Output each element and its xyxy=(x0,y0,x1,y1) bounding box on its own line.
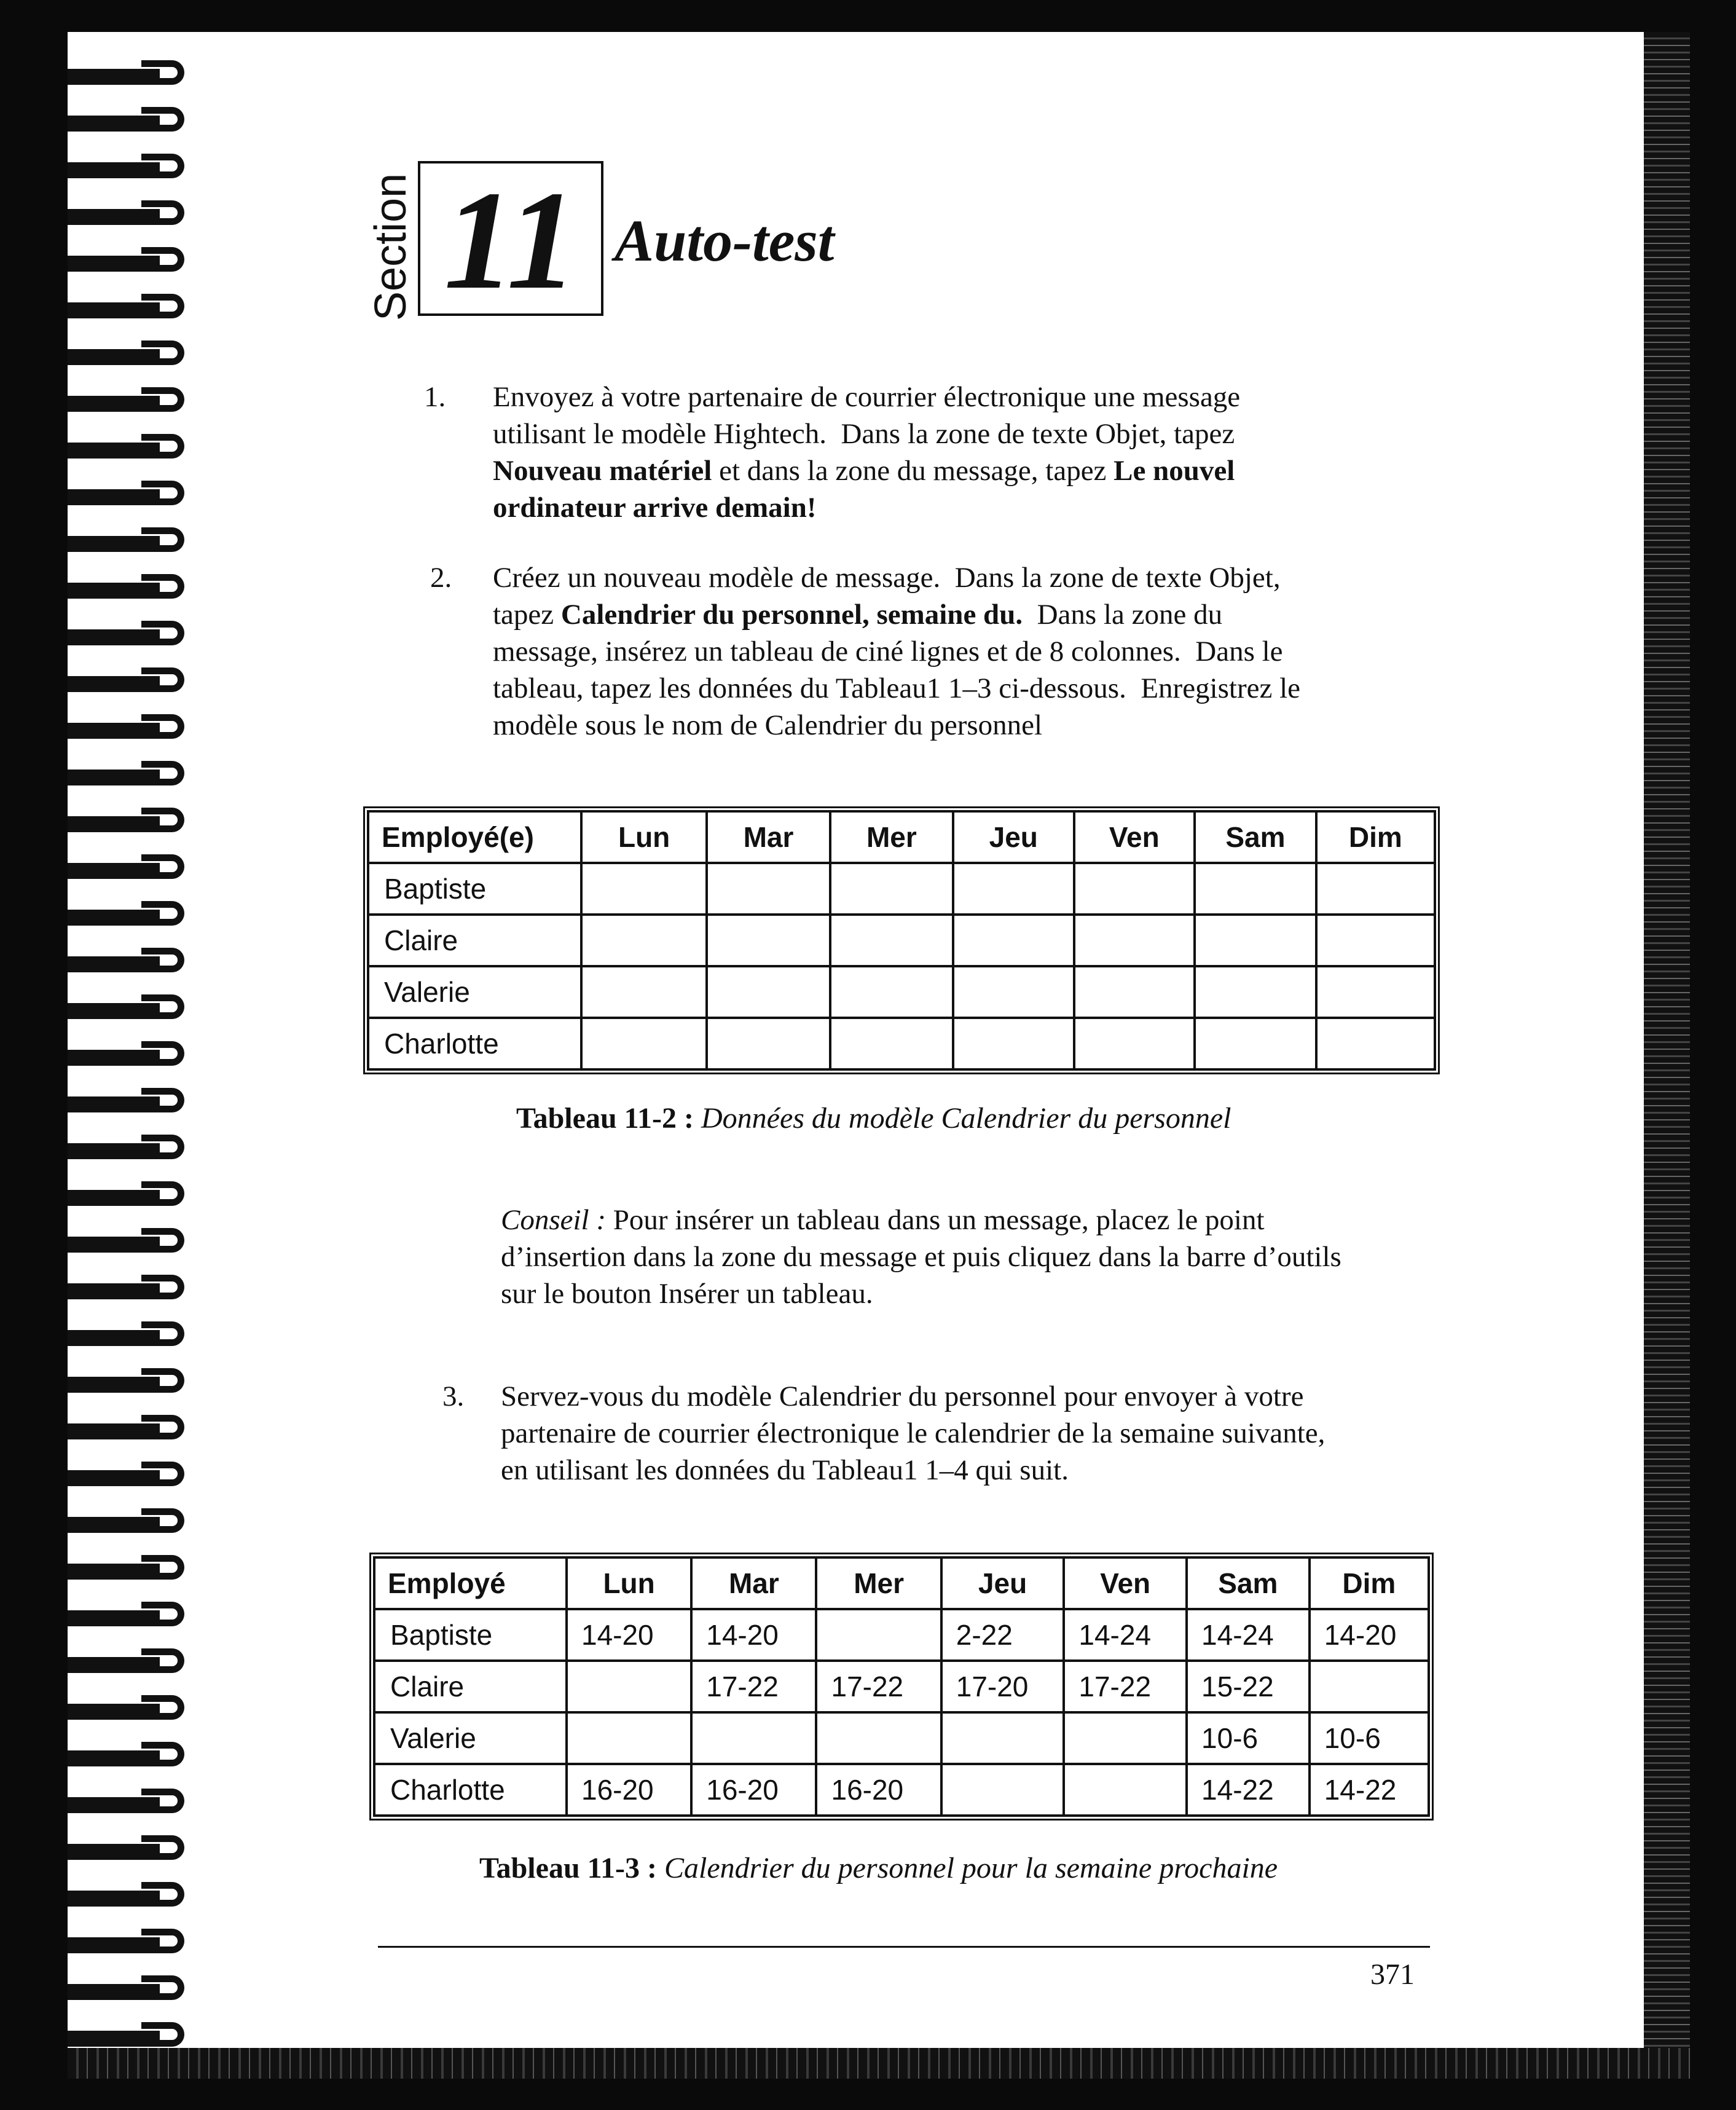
schedule-cell xyxy=(707,966,830,1018)
schedule-cell xyxy=(1064,1764,1187,1816)
column-header: Employé(e) xyxy=(368,811,581,863)
binding-ring xyxy=(68,162,190,178)
employee-name-cell: Charlotte xyxy=(374,1764,567,1816)
schedule-cell: 17-22 xyxy=(691,1661,816,1712)
text-run: Servez-vous du modèle Calendrier du personnel pour envoyer à votre xyxy=(501,1380,1304,1412)
item-number: 2. xyxy=(430,562,452,594)
text-run: Envoyez à votre partenaire de courrier électronique une message xyxy=(493,381,1241,413)
binding-ring xyxy=(68,956,190,972)
schedule-cell: 14-22 xyxy=(1310,1764,1429,1816)
schedule-cell xyxy=(691,1712,816,1764)
binding-ring xyxy=(68,256,190,272)
table-row xyxy=(368,863,1435,915)
schedule-cell: 14-22 xyxy=(1187,1764,1310,1816)
schedule-cell: 2-22 xyxy=(941,1609,1064,1661)
binding-ring xyxy=(68,349,190,365)
text-run: sur le bouton Insérer un tableau. xyxy=(501,1278,873,1310)
employee-name-cell: Valerie xyxy=(368,966,581,1018)
text-run: tapez xyxy=(493,599,561,631)
binding-ring xyxy=(68,1610,190,1626)
schedule-cell xyxy=(707,1018,830,1069)
schedule-cell xyxy=(1316,1018,1435,1069)
binding-ring xyxy=(68,1330,190,1346)
binding-ring xyxy=(68,910,190,926)
binding-ring xyxy=(68,69,190,85)
binding-ring xyxy=(68,1190,190,1206)
binding-ring xyxy=(68,1937,190,1953)
section-number: 11 xyxy=(444,162,578,318)
text-line xyxy=(501,1452,1325,1489)
schedule-cell: 10-6 xyxy=(1310,1712,1429,1764)
schedule-cell xyxy=(1074,1018,1195,1069)
text-run: Nouveau matériel xyxy=(493,455,712,487)
section-label: Section xyxy=(366,173,415,321)
text-line xyxy=(493,489,1240,526)
binding-ring xyxy=(68,1143,190,1159)
binding-ring xyxy=(68,1891,190,1907)
text-run: utilisant le modèle Hightech. Dans la zone de texte Objet, tapez xyxy=(493,418,1235,450)
schedule-template-table xyxy=(367,810,1436,1071)
text-line xyxy=(493,707,1300,744)
text-line xyxy=(493,559,1300,596)
schedule-cell xyxy=(581,1018,707,1069)
table-row xyxy=(374,1609,1429,1661)
binding-ring xyxy=(68,1750,190,1766)
binding-ring xyxy=(68,676,190,692)
schedule-cell xyxy=(1195,915,1316,966)
text-line xyxy=(493,452,1240,489)
binding-ring xyxy=(68,1096,190,1112)
binding-ring xyxy=(68,443,190,459)
binding-ring xyxy=(68,816,190,832)
binding-ring xyxy=(68,1003,190,1019)
table-caption: Tableau 11-3 : Calendrier du personnel pour la semaine prochaine xyxy=(479,1852,1278,1884)
text-run: partenaire de courrier électronique le calendrier de la semaine suivante, xyxy=(501,1417,1326,1449)
binding-ring xyxy=(68,1377,190,1393)
column-header: Sam xyxy=(1187,1557,1310,1609)
binding-ring xyxy=(68,1984,190,2000)
schedule-cell: 16-20 xyxy=(691,1764,816,1816)
item-text xyxy=(501,1378,1325,1489)
column-header: Dim xyxy=(1310,1557,1429,1609)
schedule-cell: 17-22 xyxy=(816,1661,941,1712)
binding-ring xyxy=(68,489,190,505)
schedule-cell: 16-20 xyxy=(816,1764,941,1816)
text-run: message, insérez un tableau de ciné lignes et de 8 colonnes. Dans le xyxy=(493,636,1283,667)
text-line xyxy=(493,633,1300,670)
schedule-cell: 14-20 xyxy=(691,1609,816,1661)
column-header: Lun xyxy=(567,1557,691,1609)
schedule-cell xyxy=(830,966,953,1018)
text-run: modèle sous le nom de Calendrier du personnel xyxy=(493,709,1043,741)
schedule-cell xyxy=(567,1712,691,1764)
binding-ring xyxy=(68,1517,190,1533)
schedule-cell xyxy=(707,863,830,915)
binding-ring xyxy=(68,302,190,318)
item-number: 1. xyxy=(424,381,446,413)
binding-ring xyxy=(68,116,190,132)
text-run: Dans la zone du xyxy=(1023,599,1223,631)
binding-ring xyxy=(68,629,190,645)
text-run: Créez un nouveau modèle de message. Dans la zone de texte Objet, xyxy=(493,562,1281,594)
schedule-cell xyxy=(953,1018,1074,1069)
text-line xyxy=(493,670,1300,707)
schedule-cell xyxy=(1074,863,1195,915)
column-header: Jeu xyxy=(941,1557,1064,1609)
schedule-cell xyxy=(1195,863,1316,915)
text-line xyxy=(501,1378,1325,1415)
schedule-cell xyxy=(567,1661,691,1712)
tip-text xyxy=(501,1202,1341,1312)
text-line xyxy=(493,379,1240,415)
schedule-cell: 14-24 xyxy=(1187,1609,1310,1661)
employee-name-cell: Valerie xyxy=(374,1712,567,1764)
table-caption: Tableau 11-2 : Données du modèle Calendrier du personnel xyxy=(516,1102,1231,1135)
schedule-cell xyxy=(1074,966,1195,1018)
schedule-cell xyxy=(830,915,953,966)
binding-ring xyxy=(68,396,190,412)
text-line xyxy=(501,1275,1341,1312)
schedule-cell xyxy=(830,863,953,915)
binding-ring xyxy=(68,1283,190,1299)
schedule-cell xyxy=(581,863,707,915)
binding-ring xyxy=(68,1844,190,1860)
schedule-cell xyxy=(581,915,707,966)
binding-ring xyxy=(68,1423,190,1439)
schedule-cell: 14-20 xyxy=(567,1609,691,1661)
section-number-box xyxy=(418,161,603,316)
text-line xyxy=(493,596,1300,633)
page-edge-bottom xyxy=(68,2048,1690,2079)
table-row xyxy=(368,915,1435,966)
binding-ring xyxy=(68,1657,190,1673)
binding-ring xyxy=(68,1564,190,1580)
column-header: Employé xyxy=(374,1557,567,1609)
schedule-cell: 14-24 xyxy=(1064,1609,1187,1661)
text-run: Pour insérer un tableau dans un message, placez le point xyxy=(606,1204,1265,1236)
schedule-cell xyxy=(941,1712,1064,1764)
spiral-binding xyxy=(68,69,221,2097)
schedule-cell xyxy=(816,1609,941,1661)
text-run: d’insertion dans la zone du message et puis cliquez dans la barre d’outils xyxy=(501,1241,1341,1273)
table-row xyxy=(368,1018,1435,1069)
schedule-cell: 14-20 xyxy=(1310,1609,1429,1661)
text-line xyxy=(493,415,1240,452)
column-header: Ven xyxy=(1064,1557,1187,1609)
item-text xyxy=(493,559,1300,744)
text-run: Calendrier du personnel, semaine du. xyxy=(560,599,1023,631)
schedule-cell: 17-20 xyxy=(941,1661,1064,1712)
schedule-cell xyxy=(830,1018,953,1069)
item-text xyxy=(493,379,1240,526)
binding-ring xyxy=(68,863,190,879)
page-edge-right xyxy=(1644,32,1690,2079)
text-run: tableau, tapez les données du Tableau1 1–3 ci-dessous. Enregistrez le xyxy=(493,672,1301,704)
text-line xyxy=(501,1415,1325,1452)
text-line xyxy=(501,1202,1341,1238)
schedule-cell xyxy=(581,966,707,1018)
schedule-cell: 15-22 xyxy=(1187,1661,1310,1712)
table-row xyxy=(374,1712,1429,1764)
employee-name-cell: Claire xyxy=(368,915,581,966)
schedule-cell xyxy=(953,915,1074,966)
table-row xyxy=(374,1661,1429,1712)
schedule-cell xyxy=(1064,1712,1187,1764)
column-header: Mer xyxy=(830,811,953,863)
column-header: Mar xyxy=(707,811,830,863)
schedule-cell xyxy=(1195,1018,1316,1069)
table-row xyxy=(374,1764,1429,1816)
binding-ring xyxy=(68,1237,190,1253)
column-header: Dim xyxy=(1316,811,1435,863)
text-line xyxy=(501,1238,1341,1275)
schedule-cell xyxy=(953,863,1074,915)
text-run: en utilisant les données du Tableau1 1–4 qui suit. xyxy=(501,1454,1069,1486)
schedule-cell xyxy=(1310,1661,1429,1712)
schedule-cell xyxy=(953,966,1074,1018)
weekly-schedule-table xyxy=(373,1556,1430,1817)
binding-ring xyxy=(68,1797,190,1813)
binding-ring xyxy=(68,723,190,739)
schedule-cell xyxy=(1316,966,1435,1018)
binding-ring xyxy=(68,583,190,599)
schedule-cell xyxy=(1316,915,1435,966)
binding-ring xyxy=(68,1470,190,1486)
schedule-cell: 16-20 xyxy=(567,1764,691,1816)
column-header: Sam xyxy=(1195,811,1316,863)
schedule-cell xyxy=(1074,915,1195,966)
column-header: Mer xyxy=(816,1557,941,1609)
schedule-cell: 10-6 xyxy=(1187,1712,1310,1764)
schedule-cell xyxy=(1316,863,1435,915)
employee-name-cell: Baptiste xyxy=(374,1609,567,1661)
footer-rule xyxy=(378,1946,1430,1948)
employee-name-cell: Claire xyxy=(374,1661,567,1712)
item-number: 3. xyxy=(442,1380,465,1412)
employee-name-cell: Baptiste xyxy=(368,863,581,915)
binding-ring xyxy=(68,770,190,785)
text-run: et dans la zone du message, tapez xyxy=(712,455,1114,487)
text-run: ordinateur arrive demain! xyxy=(493,492,817,524)
page-number: 371 xyxy=(1370,1958,1415,1991)
text-run: Le nouvel xyxy=(1113,455,1235,487)
text-run: Conseil : xyxy=(501,1204,607,1236)
table-row xyxy=(368,966,1435,1018)
binding-ring xyxy=(68,1704,190,1720)
binding-ring xyxy=(68,1050,190,1066)
schedule-cell: 17-22 xyxy=(1064,1661,1187,1712)
column-header: Jeu xyxy=(953,811,1074,863)
section-title: Auto-test xyxy=(615,208,835,274)
binding-ring xyxy=(68,209,190,225)
column-header: Lun xyxy=(581,811,707,863)
column-header: Ven xyxy=(1074,811,1195,863)
schedule-cell xyxy=(816,1712,941,1764)
schedule-cell xyxy=(707,915,830,966)
column-header: Mar xyxy=(691,1557,816,1609)
employee-name-cell: Charlotte xyxy=(368,1018,581,1069)
schedule-cell xyxy=(1195,966,1316,1018)
binding-ring xyxy=(68,536,190,552)
binding-ring xyxy=(68,2031,190,2047)
schedule-cell xyxy=(941,1764,1064,1816)
